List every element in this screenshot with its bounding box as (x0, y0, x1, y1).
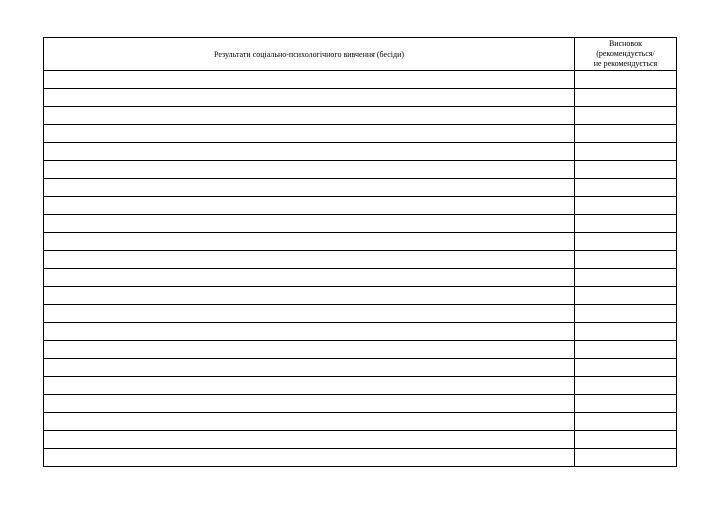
table-row (44, 197, 677, 215)
conclusion-cell[interactable] (575, 71, 677, 89)
table-row (44, 161, 677, 179)
conclusion-cell[interactable] (575, 125, 677, 143)
conclusion-cell[interactable] (575, 251, 677, 269)
table-row (44, 89, 677, 107)
results-cell[interactable] (44, 197, 575, 215)
results-cell[interactable] (44, 143, 575, 161)
results-cell[interactable] (44, 377, 575, 395)
table-row (44, 269, 677, 287)
results-cell[interactable] (44, 287, 575, 305)
conclusion-header-line-3: не рекомендується (593, 59, 658, 68)
conclusion-header-line-2: (рекомендується/ (596, 49, 655, 58)
results-cell[interactable] (44, 305, 575, 323)
table-row (44, 125, 677, 143)
conclusion-cell[interactable] (575, 89, 677, 107)
results-cell[interactable] (44, 431, 575, 449)
results-cell[interactable] (44, 125, 575, 143)
conclusion-cell[interactable] (575, 287, 677, 305)
table-row (44, 215, 677, 233)
table-row (44, 71, 677, 89)
conclusion-cell[interactable] (575, 449, 677, 467)
conclusion-header-line-1: Висновок (608, 39, 643, 48)
table-row (44, 377, 677, 395)
results-cell[interactable] (44, 323, 575, 341)
results-cell[interactable] (44, 449, 575, 467)
table-body (44, 71, 677, 467)
conclusion-cell[interactable] (575, 107, 677, 125)
conclusion-cell[interactable] (575, 161, 677, 179)
conclusion-cell[interactable] (575, 269, 677, 287)
table-row (44, 341, 677, 359)
conclusion-cell[interactable] (575, 395, 677, 413)
table-row (44, 107, 677, 125)
conclusion-cell[interactable] (575, 305, 677, 323)
conclusion-cell[interactable] (575, 179, 677, 197)
conclusion-cell[interactable] (575, 431, 677, 449)
conclusion-cell[interactable] (575, 413, 677, 431)
table-row (44, 359, 677, 377)
results-cell[interactable] (44, 413, 575, 431)
table-row (44, 431, 677, 449)
conclusion-cell[interactable] (575, 377, 677, 395)
table-header-row (44, 38, 677, 71)
results-cell[interactable] (44, 269, 575, 287)
results-cell[interactable] (44, 233, 575, 251)
table-row (44, 413, 677, 431)
results-cell[interactable] (44, 251, 575, 269)
table-row (44, 323, 677, 341)
conclusion-cell[interactable] (575, 341, 677, 359)
table-row (44, 449, 677, 467)
results-cell[interactable] (44, 359, 575, 377)
table-row (44, 251, 677, 269)
results-column-header: Результати соціально-психологічного вивчення (бесіди) (44, 38, 575, 71)
conclusion-cell[interactable] (575, 143, 677, 161)
table-row (44, 305, 677, 323)
table-row (44, 143, 677, 161)
conclusion-cell[interactable] (575, 197, 677, 215)
conclusion-cell[interactable] (575, 215, 677, 233)
results-cell[interactable] (44, 161, 575, 179)
results-cell[interactable] (44, 107, 575, 125)
conclusion-column-header (575, 38, 677, 71)
table-row (44, 233, 677, 251)
table-row (44, 287, 677, 305)
conclusion-cell[interactable] (575, 359, 677, 377)
table-row (44, 179, 677, 197)
conclusion-cell[interactable] (575, 323, 677, 341)
results-cell[interactable] (44, 179, 575, 197)
conclusion-cell[interactable] (575, 233, 677, 251)
results-cell[interactable] (44, 89, 575, 107)
results-cell[interactable] (44, 341, 575, 359)
results-cell[interactable] (44, 215, 575, 233)
results-cell[interactable] (44, 395, 575, 413)
study-results-table (43, 37, 677, 467)
results-cell[interactable] (44, 71, 575, 89)
table-row (44, 395, 677, 413)
